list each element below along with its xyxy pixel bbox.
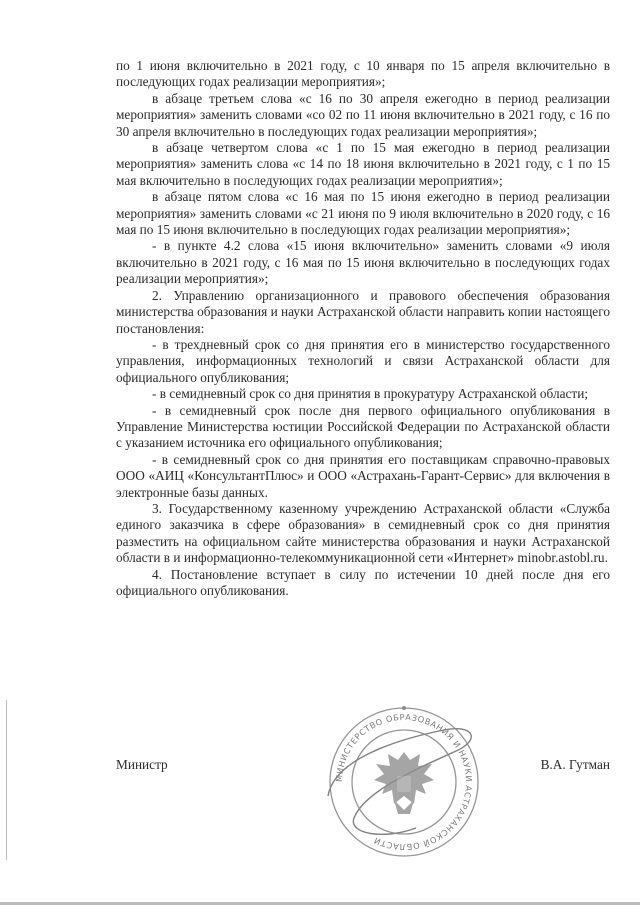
paragraph: - в пункте 4.2 слова «15 июня включительно» заменить словами «9 июля включительно в 2021 году, с 16 мая по 15 июня включительно в последующих годах реализации мероприятия»; <box>116 238 610 287</box>
document-body <box>116 58 610 599</box>
signatory-name: В.А. Гутман <box>540 757 610 772</box>
eagle-emblem-icon <box>374 752 434 814</box>
seal-ring-text: МИНИСТЕРСТВО ОБРАЗОВАНИЯ И НАУКИ АСТРАХАНСКОЙ ОБЛАСТИ <box>333 711 475 853</box>
scan-artifact-line <box>6 700 7 860</box>
paragraph: - в семидневный срок со дня принятия его поставщикам справочно-правовых ООО «АИЦ «КонсультантПлюс» и ООО «Астрахань-Гарант-Сервис» для включения в электронные базы данных. <box>116 451 610 500</box>
paragraph: в абзаце пятом слова «с 16 мая по 15 июня ежегодно в период реализации мероприятия» заменить словами «с 21 июня по 9 июля включительно в 2020 году, с 16 мая по 15 июня включительно в последующих годах реализации мероприятия»; <box>116 189 610 238</box>
seal-dot-icon <box>402 706 406 710</box>
paragraph: в абзаце третьем слова «с 16 по 30 апреля ежегодно в период реализации мероприятия» заменить словами «со 02 по 11 июня включительно в 2021 году, с 16 по 30 апреля включительно в последующих годах реализации мероприятия»; <box>116 90 610 139</box>
paragraph: 2. Управлению организационного и правового обеспечения образования министерства образования и науки Астраханской области направить копии настоящего постановления: <box>116 287 610 336</box>
paragraph: - в семидневный срок после дня первого официального опубликования в Управление Министерства юстиции Российской Федерации по Астраханской области с указанием источника его официального опубликования; <box>116 402 610 451</box>
paragraph: 3. Государственному казенному учреждению Астраханской области «Служба единого заказчика в сфере образования» в семидневный срок со дня принятия разместить на официальном сайте министерства образования и науки Астраханской области в и информационно-телекоммуникационной сети «Интернет» minobr.astobl.ru. <box>116 500 610 566</box>
official-seal-stamp <box>324 700 484 865</box>
signatory-position: Министр <box>116 757 168 772</box>
paragraph: - в семидневный срок со дня принятия в прокуратуру Астраханской области; <box>152 386 589 402</box>
paragraph: 4. Постановление вступает в силу по истечении 10 дней после дня его официального опубликования. <box>116 566 610 598</box>
paragraph: - в трехдневный срок со дня принятия его в министерство государственного управления, информационных технологий и связи Астраханской области для официального опубликования; <box>116 336 610 385</box>
paragraph: по 1 июня включительно в 2021 году, с 10 января по 15 апреля включительно в последующих годах реализации мероприятия»; <box>116 58 610 90</box>
paragraph: в абзаце четвертом слова «с 1 по 15 мая ежегодно в период реализации мероприятия» заменить слова «с 14 по 18 июня включительно в 2021 году, с 1 по 15 мая включительно в последующих годах реализации мероприятия»; <box>116 140 610 188</box>
